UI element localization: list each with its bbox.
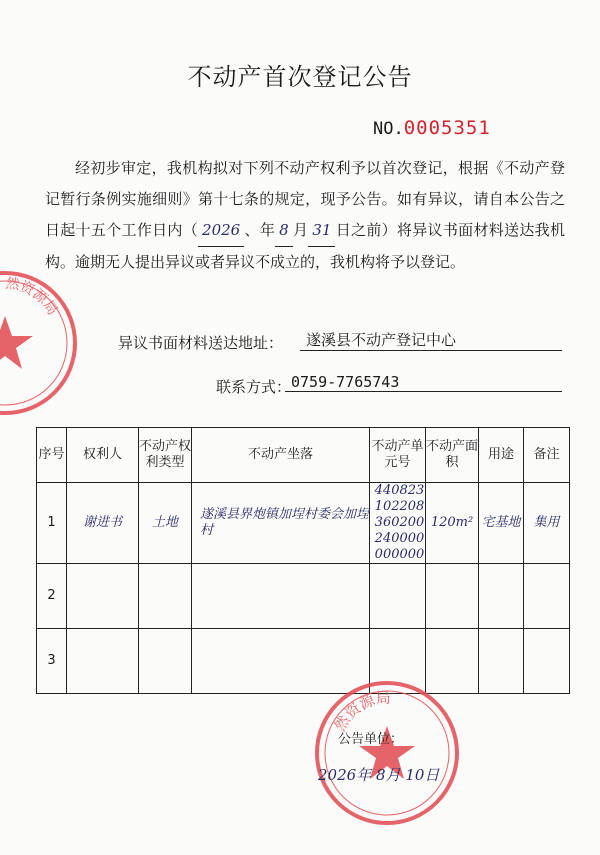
table-row bbox=[37, 629, 570, 694]
cell-holder bbox=[67, 629, 139, 694]
registration-table bbox=[36, 427, 570, 694]
issue-day: 10 bbox=[405, 766, 425, 784]
header-seq: 序号 bbox=[37, 428, 67, 483]
contact-label: 联系方式： bbox=[216, 378, 292, 396]
cell-use: 宅基地 bbox=[479, 483, 524, 564]
deadline-year: 2026 bbox=[198, 215, 244, 247]
issue-date bbox=[318, 764, 439, 785]
page-title: 不动产首次登记公告 bbox=[187, 63, 413, 91]
serial-prefix: NO. bbox=[373, 119, 404, 139]
cell-holder bbox=[67, 564, 139, 629]
cell-unit-no: 440823102208360200240000000000 bbox=[370, 483, 426, 564]
cell-note bbox=[524, 629, 570, 694]
issuing-unit-label: 公告单位： bbox=[338, 732, 404, 747]
cell-note: 集用 bbox=[524, 483, 570, 564]
cell-use bbox=[479, 564, 524, 629]
table-row bbox=[37, 564, 570, 629]
issue-day-suffix: 日 bbox=[424, 766, 440, 784]
body-part1: 经初步审定，我机构拟对下列不动产权利予以首次登记，根据《不动产登记暂行条例实施细则》第十七条的规定，现予公告。如有异议，请自本公告之日起十五个工作日内（ bbox=[45, 159, 565, 239]
deadline-month-sep: 月 bbox=[292, 221, 309, 239]
cell-unit-no bbox=[370, 564, 426, 629]
official-seal-right bbox=[312, 678, 462, 828]
issue-month: 8 bbox=[375, 766, 386, 784]
table-row bbox=[37, 483, 570, 564]
cell-seq: 3 bbox=[37, 629, 67, 694]
cell-right-type bbox=[139, 564, 192, 629]
address-value: 遂溪县不动产登记中心 bbox=[300, 329, 562, 351]
cell-seq: 1 bbox=[37, 483, 67, 564]
deadline-day: 31 bbox=[308, 215, 335, 247]
body-part2: 日之前）将异议书面材料送达我机构。逾期无人提出异议或者异议不成立的，我机构将予以登记。 bbox=[45, 221, 565, 271]
header-holder: 权利人 bbox=[67, 428, 139, 483]
svg-text:然资源局 bbox=[4, 276, 60, 319]
deadline-year-sep: 、年 bbox=[244, 221, 276, 239]
cell-note bbox=[524, 564, 570, 629]
contact-value: 0759-7765743 bbox=[285, 373, 562, 392]
serial-value: 0005351 bbox=[403, 117, 491, 139]
cell-location: 遂溪县界炮镇加埕村委会加埕村 bbox=[192, 483, 370, 564]
cell-right-type: 土地 bbox=[139, 483, 192, 564]
header-unit-no: 不动产单元号 bbox=[370, 428, 426, 483]
table-header-row bbox=[37, 428, 570, 483]
seal-left-text: 然资源局 bbox=[4, 275, 61, 319]
header-right-type: 不动产权利类型 bbox=[139, 428, 192, 483]
cell-seq: 2 bbox=[37, 564, 67, 629]
cell-area: 120m² bbox=[426, 483, 479, 564]
header-note: 备注 bbox=[524, 428, 570, 483]
header-location: 不动产坐落 bbox=[192, 428, 370, 483]
serial-number bbox=[373, 117, 491, 139]
cell-location bbox=[192, 564, 370, 629]
cell-area bbox=[426, 564, 479, 629]
official-seal-left bbox=[0, 268, 80, 418]
issue-year: 2026 bbox=[318, 766, 357, 784]
issue-month-suffix: 月 bbox=[385, 766, 401, 784]
seal-left-graphic bbox=[0, 268, 80, 418]
seal-right-text: 然资源局 bbox=[330, 688, 392, 735]
address-label: 异议书面材料送达地址： bbox=[118, 334, 284, 352]
cell-holder: 谢进书 bbox=[67, 483, 139, 564]
header-use: 用途 bbox=[479, 428, 524, 483]
notice-body bbox=[45, 153, 565, 278]
cell-right-type bbox=[139, 629, 192, 694]
header-area: 不动产面积 bbox=[426, 428, 479, 483]
deadline-month: 8 bbox=[275, 215, 293, 247]
seal-right-graphic bbox=[312, 678, 462, 828]
issue-year-suffix: 年 bbox=[356, 766, 372, 784]
cell-use bbox=[479, 629, 524, 694]
